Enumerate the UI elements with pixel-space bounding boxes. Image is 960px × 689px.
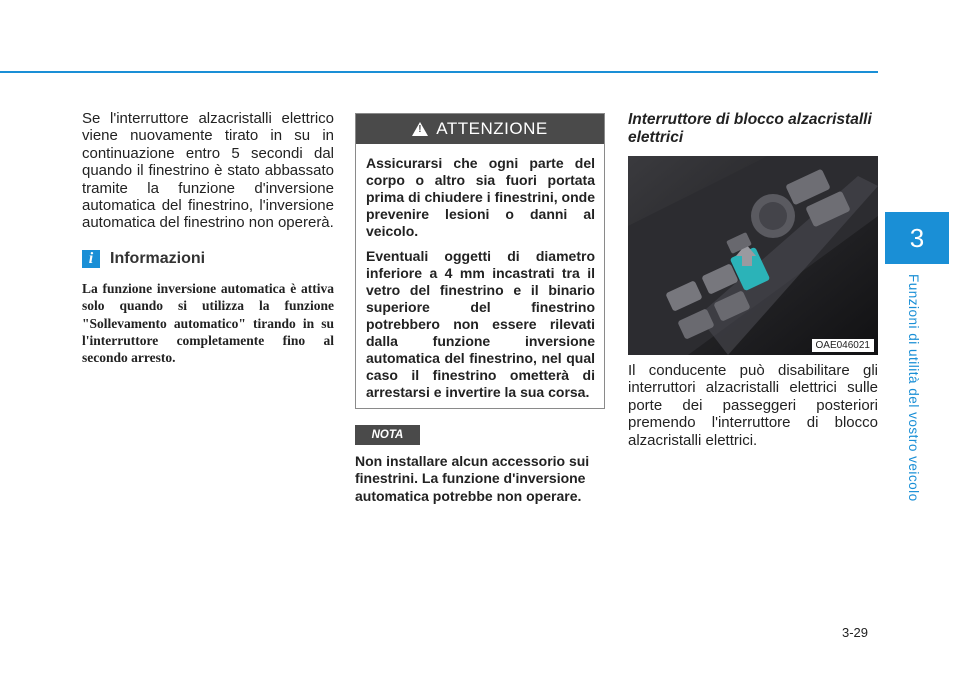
chapter-label: Funzioni di utilità del vostro veicolo bbox=[906, 274, 921, 502]
chapter-tab bbox=[885, 212, 949, 264]
auto-reverse-paragraph: Se l'interruttore alzacristalli elettrico viene nuovamente tirato in su in continuazione entro 5 secondi dal quando il finestrino è stato abbassato tramite la funzione d'inversione automatica del finestrino, l'inversione automatica del finestrino non opererà. bbox=[82, 110, 334, 232]
nota-badge: NOTA bbox=[355, 425, 420, 445]
info-heading bbox=[82, 250, 334, 268]
warning-paragraph: Eventuali oggetti di diametro inferiore a 4 mm incastrati tra il vetro del finestrino e il binario superiore del finestrino potrebbero non essere rilevati dalla funzione inversione automatica del finestrino, nel qual caso il finestrino ometterà di arrestarsi e invertire la sua corsa. bbox=[366, 248, 595, 400]
warning-title: ATTENZIONE bbox=[436, 119, 548, 138]
nota-text: Non installare alcun accessorio sui finestrini. La funzione d'inversione automatica potrebbe non operare. bbox=[355, 453, 590, 504]
info-title: Informazioni bbox=[110, 249, 206, 267]
warning-content bbox=[356, 144, 604, 401]
info-icon: i bbox=[82, 250, 100, 268]
chapter-number: 3 bbox=[909, 222, 925, 253]
section-title: Interruttore di blocco alzacristalli elettrici bbox=[628, 111, 872, 146]
warning-box bbox=[355, 113, 605, 409]
warning-triangle-icon bbox=[412, 122, 428, 136]
info-body: La funzione inversione automatica è attiva solo quando si utilizza la funzione "Sollevamento automatico" tirando in su l'interruttore completamente fino al secondo arresto. bbox=[82, 280, 334, 366]
left-column bbox=[82, 110, 334, 367]
warning-paragraph: Assicurarsi che ogni parte del corpo o altro sia fuori portata prima di chiudere i finestrini, onde prevenire lesioni o danni al veicolo. bbox=[366, 155, 595, 239]
image-code: OAE046021 bbox=[812, 339, 875, 352]
page-number: 3-29 bbox=[842, 625, 869, 640]
window-lock-switch-photo bbox=[628, 156, 878, 355]
warning-header bbox=[356, 114, 604, 144]
door-panel-illustration bbox=[628, 156, 878, 355]
lock-switch-paragraph: Il conducente può disabilitare gli interruttori alzacristalli elettrici sulle porte dei passeggeri posteriori premendo l'interruttore di blocco alzacristalli elettrici. bbox=[628, 362, 878, 449]
header-rule bbox=[0, 71, 878, 73]
